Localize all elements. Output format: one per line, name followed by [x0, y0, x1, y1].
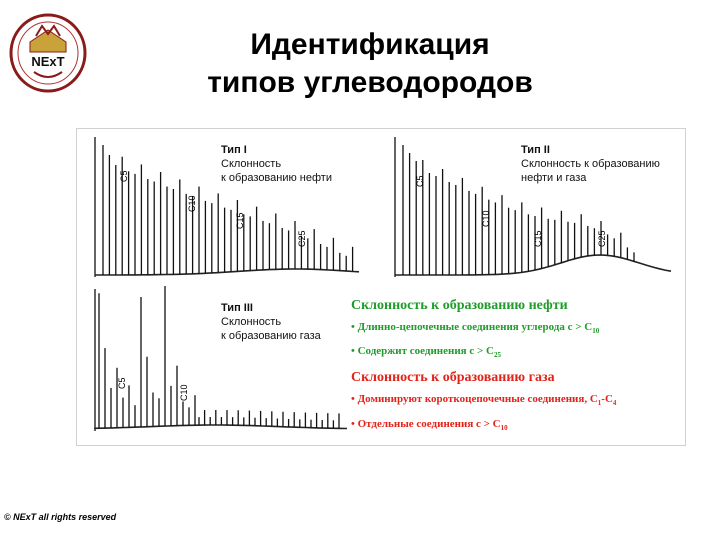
panel-type-1	[95, 137, 365, 287]
peak-label-c25: C25	[597, 230, 607, 247]
logo-text: NExT	[31, 54, 65, 69]
panel-type-2-title: Тип II	[521, 144, 550, 156]
panel-type-3-caption	[221, 301, 321, 343]
panel-type-3-title: Тип III	[221, 302, 253, 314]
gas-bullet-1-sub-1: 1	[597, 399, 602, 408]
chromatogram-figure	[76, 128, 686, 446]
peak-label-c5: C5	[117, 377, 127, 389]
copyright-notice: © NExT all rights reserved	[4, 512, 117, 522]
gas-bullet-1-text: Доминируют короткоцепочечные соединения, C	[357, 393, 598, 406]
peak-label-c10: C10	[481, 210, 491, 227]
panel-type-2-caption	[521, 143, 660, 185]
peak-label-c15: C15	[533, 230, 543, 247]
peak-label-c5: C5	[415, 175, 425, 187]
panel-type-2-line-2: нефти и газа	[521, 172, 587, 184]
oil-bullet-2	[351, 343, 681, 363]
panel-type-3-line-1: Склонность	[221, 316, 282, 328]
gas-bullet-1-mid: -C	[601, 393, 613, 406]
company-logo	[8, 12, 88, 94]
panel-type-1-title: Тип I	[221, 144, 247, 156]
panel-type-1-caption	[221, 143, 332, 185]
oil-bullet-1-text: Длинно-цепочечные соединения углерода с > C	[357, 321, 593, 333]
gas-bullet-2-sub: 10	[500, 423, 508, 432]
panel-type-3-line-2: к образованию газа	[221, 330, 321, 342]
gas-heading: Склонность к образованию газа	[351, 370, 555, 386]
panel-type-1-line-1: Склонность	[221, 158, 282, 170]
gas-bullet-1	[351, 391, 681, 411]
title-line-2: типов углеводородов	[207, 66, 533, 99]
panel-type-2	[395, 137, 675, 287]
peak-label-c5: C5	[119, 170, 129, 182]
title-line-1: Идентификация	[250, 28, 490, 61]
peak-label-c10: C10	[187, 195, 197, 212]
oil-heading: Склонность к образованию нефти	[351, 298, 568, 313]
panel-type-2-line-1: Склонность к образованию	[521, 158, 660, 170]
gas-bullet-2	[351, 416, 681, 436]
page-title	[150, 26, 590, 102]
panel-type-1-line-2: к образованию нефти	[221, 172, 332, 184]
oil-bullet-2-sub: 25	[493, 351, 501, 360]
gas-bullet-1-sub-2: 4	[612, 399, 617, 408]
baseline-trace	[95, 425, 347, 429]
peak-label-c10: C10	[179, 384, 189, 401]
gas-bullet-2-text: Отдельные соединения с > C	[357, 417, 501, 430]
oil-bullet-1-sub: 10	[592, 327, 600, 336]
peak-label-c25: C25	[297, 230, 307, 247]
oil-bullet-1	[351, 319, 681, 339]
peak-label-c15: C15	[235, 212, 245, 229]
oil-bullet-2-text: Содержит соединения с > C	[357, 345, 494, 358]
tendency-text-block	[351, 297, 681, 436]
panel-type-3	[95, 289, 350, 439]
